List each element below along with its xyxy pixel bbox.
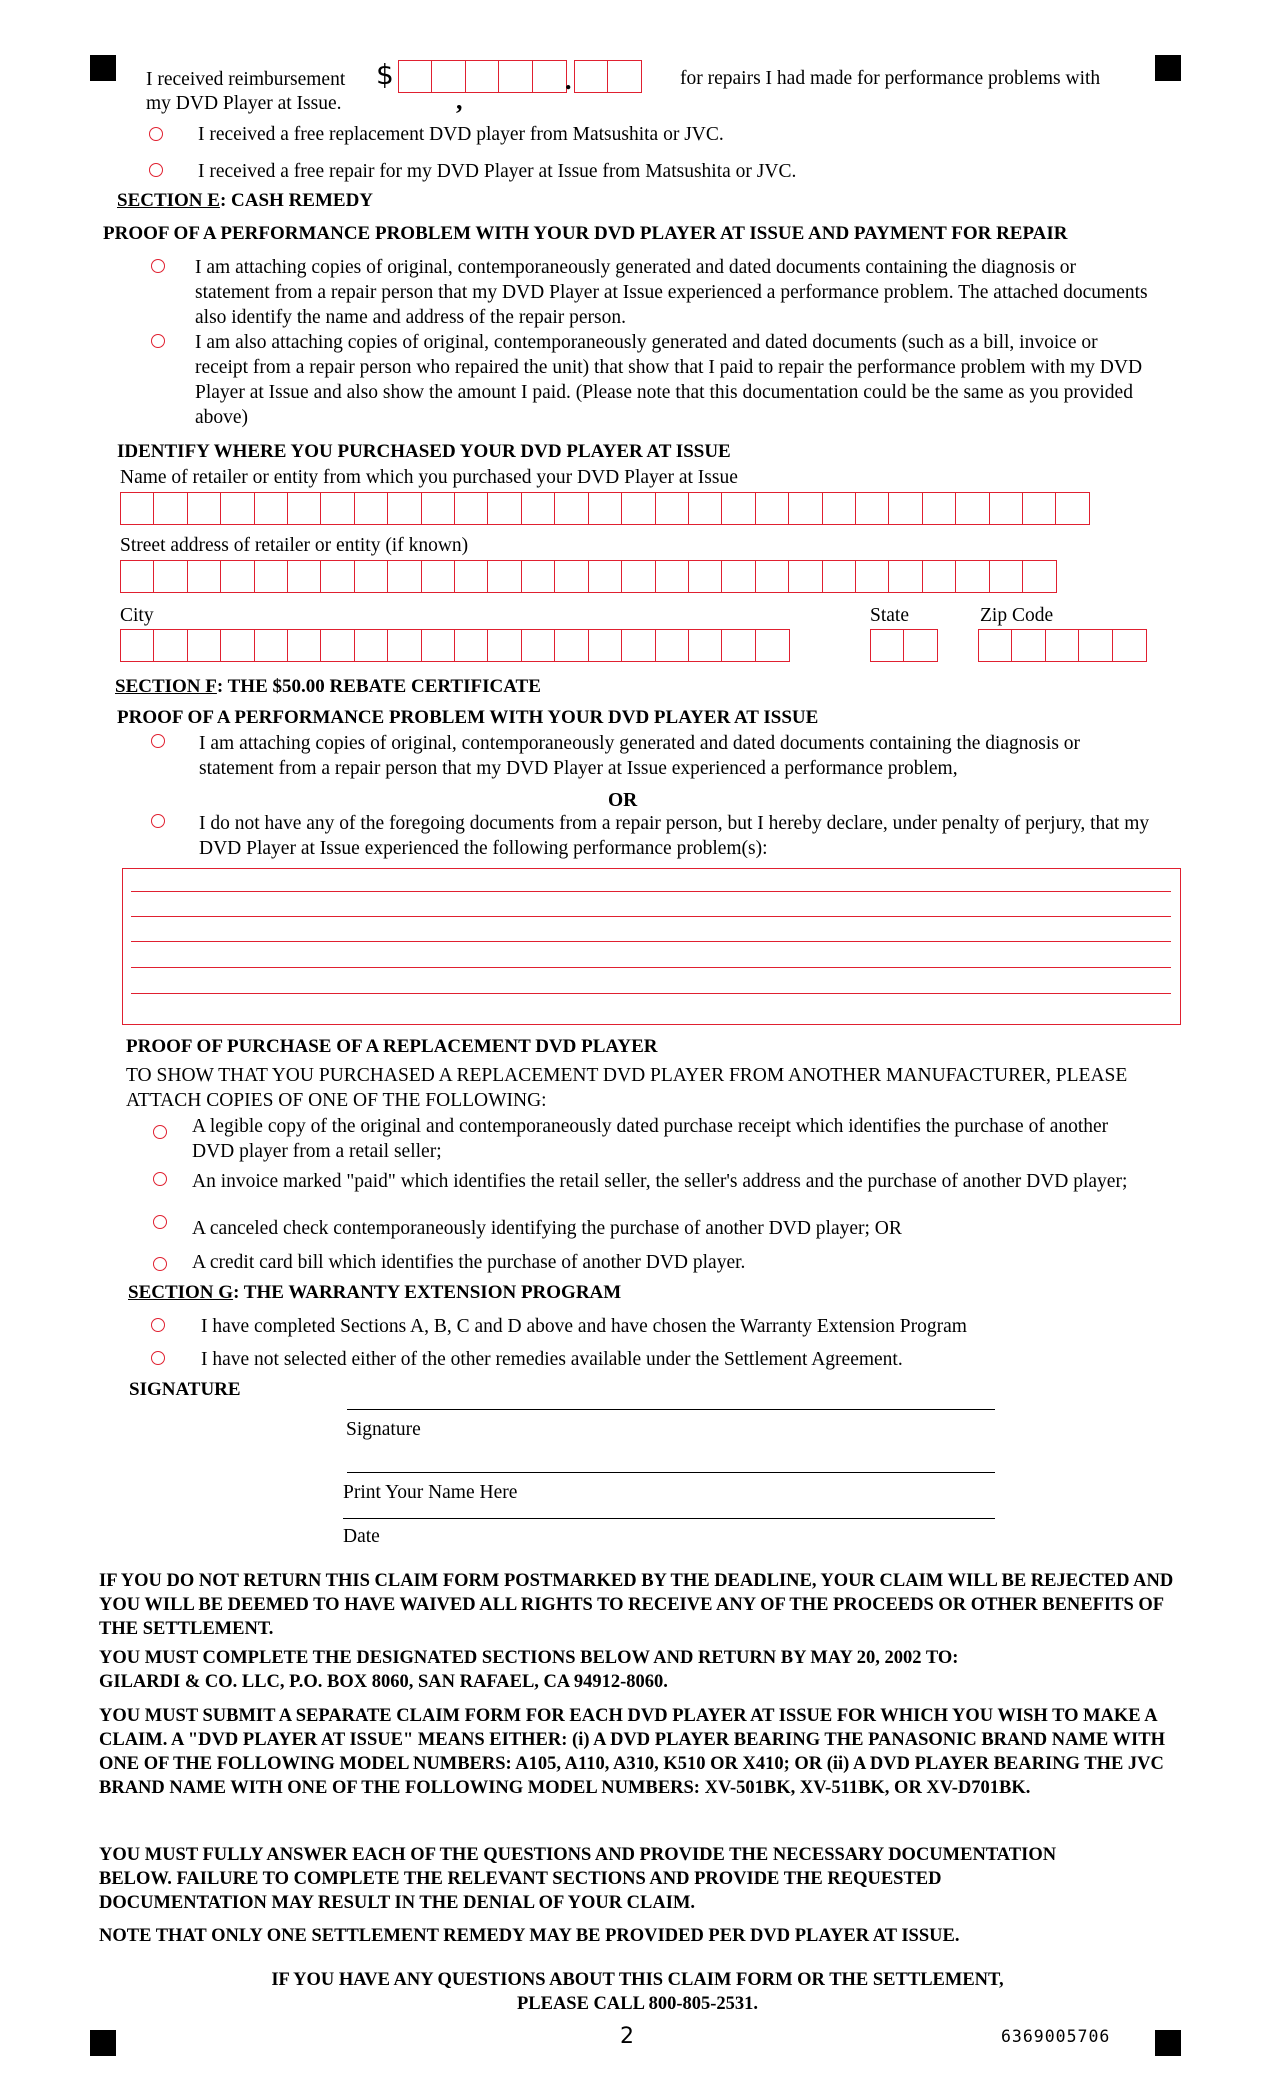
- print-name-line[interactable]: [347, 1472, 995, 1473]
- char-box[interactable]: [621, 629, 656, 662]
- canceled-check-radio[interactable]: [153, 1215, 167, 1229]
- char-box[interactable]: [220, 492, 255, 525]
- char-box[interactable]: [1022, 492, 1057, 525]
- section-f-heading: [115, 674, 541, 699]
- char-box[interactable]: [788, 560, 823, 593]
- char-box[interactable]: [254, 492, 289, 525]
- char-box[interactable]: [721, 629, 756, 662]
- reimbursement-dollars-field[interactable]: [398, 60, 565, 93]
- section-f-heading-label: SECTION F: [115, 676, 217, 697]
- char-box[interactable]: [755, 492, 790, 525]
- separate-form-notice: YOU MUST SUBMIT A SEPARATE CLAIM FORM FOR EACH DVD PLAYER AT ISSUE FOR WHICH YOU WISH TO MAKE A CLAIM. A "DVD PLAYER AT ISSUE" MEANS EITHER: (i) A DVD PLAYER BEARING THE PANASONIC BRAND NAME WITH ONE OF THE FOLLOWING MODEL NUMBERS: A105, A110, A310, K510 OR X410; OR (ii) A DVD PLAYER BEARING THE JVC BRAND NAME WITH ONE OF THE FOLLOWING MODEL NUMBERS: XV-501BK, XV-511BK, OR XV-D701BK.: [99, 1706, 1165, 1798]
- section-e-diagnosis-radio[interactable]: [151, 259, 165, 273]
- proof-of-purchase-heading: PROOF OF PURCHASE OF A REPLACEMENT DVD PLAYER: [126, 1036, 658, 1057]
- zip-field[interactable]: [978, 629, 1145, 662]
- char-box[interactable]: [421, 492, 456, 525]
- char-box[interactable]: [220, 629, 255, 662]
- char-box[interactable]: [320, 629, 355, 662]
- canceled-check-text: A canceled check contemporaneously identifying the purchase of another DVD player; OR: [192, 1218, 902, 1239]
- char-box[interactable]: [387, 560, 422, 593]
- deadline-notice: IF YOU DO NOT RETURN THIS CLAIM FORM POSTMARKED BY THE DEADLINE, YOUR CLAIM WILL BE REJECTED AND YOU WILL BE DEEMED TO HAVE WAIVED ALL RIGHTS TO RECEIVE ANY OF THE PROCEEDS OR OTHER BENEFITS OF THE SETTLEMENT.: [99, 1571, 1174, 1639]
- char-box[interactable]: [120, 629, 155, 662]
- char-box[interactable]: [955, 492, 990, 525]
- no-other-remedy-text: I have not selected either of the other remedies available under the Settlement Agreement.: [201, 1349, 903, 1370]
- city-field[interactable]: [120, 629, 788, 662]
- return-instructions: YOU MUST COMPLETE THE DESIGNATED SECTIONS BELOW AND RETURN BY MAY 20, 2002 TO:: [99, 1648, 959, 1668]
- char-box[interactable]: [588, 560, 623, 593]
- date-line[interactable]: [343, 1518, 995, 1519]
- char-box[interactable]: [688, 629, 723, 662]
- char-box[interactable]: [1045, 629, 1080, 662]
- signature-label: Signature: [346, 1419, 421, 1440]
- section-f-declare-radio[interactable]: [151, 814, 165, 828]
- char-box[interactable]: [254, 629, 289, 662]
- char-box[interactable]: [755, 560, 790, 593]
- one-remedy-notice: NOTE THAT ONLY ONE SETTLEMENT REMEDY MAY BE PROVIDED PER DVD PLAYER AT ISSUE.: [99, 1926, 960, 1946]
- char-box[interactable]: [588, 629, 623, 662]
- char-box[interactable]: [187, 560, 222, 593]
- section-e-heading-title: : CASH REMEDY: [219, 190, 374, 211]
- identify-purchase-heading: IDENTIFY WHERE YOU PURCHASED YOUR DVD PLAYER AT ISSUE: [117, 441, 731, 462]
- purchase-receipt-text: A legible copy of the original and contemporaneously dated purchase receipt which identifies the purchase of another DVD player from a retail seller;: [192, 1116, 1109, 1162]
- char-box[interactable]: [387, 492, 422, 525]
- char-box[interactable]: [521, 560, 556, 593]
- char-box[interactable]: [822, 560, 857, 593]
- amount-box[interactable]: [574, 60, 609, 93]
- return-address: GILARDI & CO. LLC, P.O. BOX 8060, SAN RAFAEL, CA 94912-8060.: [99, 1672, 668, 1692]
- char-box[interactable]: [354, 492, 389, 525]
- char-box[interactable]: [888, 560, 923, 593]
- thousands-comma: ,: [456, 86, 463, 115]
- char-box[interactable]: [354, 560, 389, 593]
- section-f-diagnosis-text: I am attaching copies of original, contemporaneously generated and dated documents containing the diagnosis or statement from a repair person that my DVD Player at Issue experienced a performance problem,: [199, 733, 1081, 779]
- write-line: [131, 993, 1171, 994]
- amount-box[interactable]: [465, 60, 500, 93]
- char-box[interactable]: [922, 560, 957, 593]
- char-box[interactable]: [554, 560, 589, 593]
- write-line: [131, 916, 1171, 917]
- signature-line[interactable]: [347, 1409, 995, 1410]
- form-code: 6369005706: [1001, 2027, 1111, 2046]
- warranty-extension-radio[interactable]: [151, 1318, 165, 1332]
- street-address-label: Street address of retailer or entity (if known): [120, 535, 469, 556]
- section-f-diagnosis-radio[interactable]: [151, 734, 165, 748]
- free-replacement-label: I received a free replacement DVD player from Matsushita or JVC.: [198, 124, 724, 145]
- section-e-payment-radio[interactable]: [151, 334, 165, 348]
- answer-all-notice: YOU MUST FULLY ANSWER EACH OF THE QUESTIONS AND PROVIDE THE NECESSARY DOCUMENTATION BELOW. FAILURE TO COMPLETE THE RELEVANT SECTIONS AND PROVIDE THE REQUESTED DOCUMENTATION MAY RESULT IN THE DENIAL OF YOUR CLAIM.: [99, 1845, 1057, 1913]
- char-box[interactable]: [621, 492, 656, 525]
- section-f-declare-text: I do not have any of the foregoing documents from a repair person, but I hereby declare, under penalty of perjury, that my DVD Player at Issue experienced the following performance problem(s):: [199, 813, 1150, 859]
- reimbursement-tail: for repairs I had made for performance problems with: [680, 68, 1101, 89]
- char-box[interactable]: [655, 629, 690, 662]
- city-label: City: [120, 605, 154, 626]
- char-box[interactable]: [521, 492, 556, 525]
- char-box[interactable]: [655, 560, 690, 593]
- char-box[interactable]: [287, 492, 322, 525]
- char-box[interactable]: [978, 629, 1013, 662]
- char-box[interactable]: [454, 629, 489, 662]
- char-box[interactable]: [588, 492, 623, 525]
- dollar-sign: $: [376, 58, 394, 91]
- char-box[interactable]: [989, 492, 1024, 525]
- char-box[interactable]: [554, 492, 589, 525]
- char-box[interactable]: [955, 560, 990, 593]
- state-field[interactable]: [870, 629, 937, 662]
- char-box[interactable]: [287, 560, 322, 593]
- char-box[interactable]: [888, 492, 923, 525]
- char-box[interactable]: [989, 560, 1024, 593]
- char-box[interactable]: [187, 492, 222, 525]
- performance-problem-field[interactable]: [122, 868, 1181, 1025]
- reimbursement-line2: my DVD Player at Issue.: [146, 93, 342, 114]
- char-box[interactable]: [822, 492, 857, 525]
- signature-heading: SIGNATURE: [129, 1379, 241, 1400]
- char-box[interactable]: [1022, 560, 1057, 593]
- char-box[interactable]: [454, 560, 489, 593]
- char-box[interactable]: [721, 560, 756, 593]
- section-g-heading-label: SECTION G: [128, 1282, 234, 1303]
- paid-invoice-radio[interactable]: [153, 1172, 167, 1186]
- write-line: [131, 967, 1171, 968]
- free-replacement-radio[interactable]: [149, 127, 163, 141]
- amount-box[interactable]: [498, 60, 533, 93]
- retailer-name-label: Name of retailer or entity from which you purchased your DVD Player at Issue: [120, 467, 738, 488]
- purchase-receipt-radio[interactable]: [153, 1125, 167, 1139]
- registration-mark-top-left: [90, 55, 116, 81]
- char-box[interactable]: [254, 560, 289, 593]
- char-box[interactable]: [1078, 629, 1113, 662]
- char-box[interactable]: [153, 629, 188, 662]
- char-box[interactable]: [621, 560, 656, 593]
- char-box[interactable]: [1055, 492, 1090, 525]
- retailer-name-field[interactable]: [120, 492, 1089, 525]
- char-box[interactable]: [487, 629, 522, 662]
- free-repair-radio[interactable]: [149, 163, 163, 177]
- char-box[interactable]: [421, 560, 456, 593]
- section-e-heading-label: SECTION E: [117, 190, 220, 211]
- no-other-remedy-radio[interactable]: [151, 1351, 165, 1365]
- char-box[interactable]: [120, 492, 155, 525]
- amount-box[interactable]: [532, 60, 567, 93]
- char-box[interactable]: [721, 492, 756, 525]
- questions-notice: IF YOU HAVE ANY QUESTIONS ABOUT THIS CLAIM FORM OR THE SETTLEMENT,: [271, 1970, 1004, 1990]
- char-box[interactable]: [688, 492, 723, 525]
- char-box[interactable]: [387, 629, 422, 662]
- char-box[interactable]: [688, 560, 723, 593]
- print-name-label: Print Your Name Here: [343, 1482, 518, 1503]
- purchase-instructions: TO SHOW THAT YOU PURCHASED A REPLACEMENT DVD PLAYER FROM ANOTHER MANUFACTURER, PLEASE ATTACH COPIES OF ONE OF THE FOLLOWING:: [126, 1065, 1128, 1111]
- warranty-extension-text: I have completed Sections A, B, C and D above and have chosen the Warranty Extension Program: [201, 1316, 967, 1337]
- section-e-heading: [117, 188, 373, 213]
- char-box[interactable]: [755, 629, 790, 662]
- free-repair-label: I received a free repair for my DVD Player at Issue from Matsushita or JVC.: [198, 161, 797, 182]
- char-box[interactable]: [421, 629, 456, 662]
- reimbursement-cents-field[interactable]: [574, 60, 641, 93]
- char-box[interactable]: [320, 492, 355, 525]
- or-separator: OR: [608, 790, 638, 811]
- decimal-point: .: [565, 66, 572, 95]
- char-box[interactable]: [487, 492, 522, 525]
- char-box[interactable]: [320, 560, 355, 593]
- date-label: Date: [343, 1526, 380, 1547]
- section-e-diagnosis-text: I am attaching copies of original, contemporaneously generated and dated documents containing the diagnosis or statement from a repair person that my DVD Player at Issue experienced a performance problem. The attached documents also identify the name and address of the repair person.: [195, 257, 1148, 328]
- char-box[interactable]: [855, 492, 890, 525]
- char-box[interactable]: [554, 629, 589, 662]
- section-f-heading-title: : THE $50.00 REBATE CERTIFICATE: [216, 676, 541, 697]
- registration-mark-top-right: [1155, 55, 1181, 81]
- paid-invoice-text: An invoice marked "paid" which identifies the retail seller, the seller's address and the purchase of another DVD player;: [192, 1171, 1128, 1192]
- state-label: State: [870, 605, 909, 626]
- reimbursement-label: I received reimbursement: [146, 69, 346, 90]
- amount-box[interactable]: [398, 60, 433, 93]
- char-box[interactable]: [153, 492, 188, 525]
- section-f-proof-heading: PROOF OF A PERFORMANCE PROBLEM WITH YOUR DVD PLAYER AT ISSUE: [117, 707, 819, 728]
- char-box[interactable]: [922, 492, 957, 525]
- char-box[interactable]: [187, 629, 222, 662]
- char-box[interactable]: [220, 560, 255, 593]
- registration-mark-bottom-left: [90, 2030, 116, 2056]
- char-box[interactable]: [153, 560, 188, 593]
- char-box[interactable]: [655, 492, 690, 525]
- section-e-proof-heading: PROOF OF A PERFORMANCE PROBLEM WITH YOUR DVD PLAYER AT ISSUE AND PAYMENT FOR REPAIR: [103, 223, 1068, 244]
- credit-card-radio[interactable]: [153, 1257, 167, 1271]
- char-box[interactable]: [354, 629, 389, 662]
- char-box[interactable]: [287, 629, 322, 662]
- write-line: [131, 891, 1171, 892]
- char-box[interactable]: [487, 560, 522, 593]
- section-g-heading-title: : THE WARRANTY EXTENSION PROGRAM: [233, 1282, 622, 1303]
- char-box[interactable]: [903, 629, 938, 662]
- registration-mark-bottom-right: [1155, 2030, 1181, 2056]
- write-line: [131, 941, 1171, 942]
- char-box[interactable]: [870, 629, 905, 662]
- street-address-field[interactable]: [120, 560, 1055, 593]
- char-box[interactable]: [120, 560, 155, 593]
- phone-number: PLEASE CALL 800-805-2531.: [516, 1994, 759, 2014]
- section-g-heading: [128, 1280, 621, 1305]
- char-box[interactable]: [855, 560, 890, 593]
- char-box[interactable]: [1011, 629, 1046, 662]
- char-box[interactable]: [788, 492, 823, 525]
- page-number: 2: [620, 2024, 634, 2049]
- zip-label: Zip Code: [980, 605, 1054, 626]
- char-box[interactable]: [1112, 629, 1147, 662]
- char-box[interactable]: [521, 629, 556, 662]
- section-e-payment-text: I am also attaching copies of original, contemporaneously generated and dated documents (such as a bill, invoice or receipt from a repair person who repaired the unit) that show that I paid to repair the performance problem with my DVD Player at Issue and also show the amount I paid. (Please note that this documentation could be the same as you provided above): [195, 332, 1143, 428]
- amount-box[interactable]: [607, 60, 642, 93]
- char-box[interactable]: [454, 492, 489, 525]
- credit-card-text: A credit card bill which identifies the purchase of another DVD player.: [192, 1252, 746, 1273]
